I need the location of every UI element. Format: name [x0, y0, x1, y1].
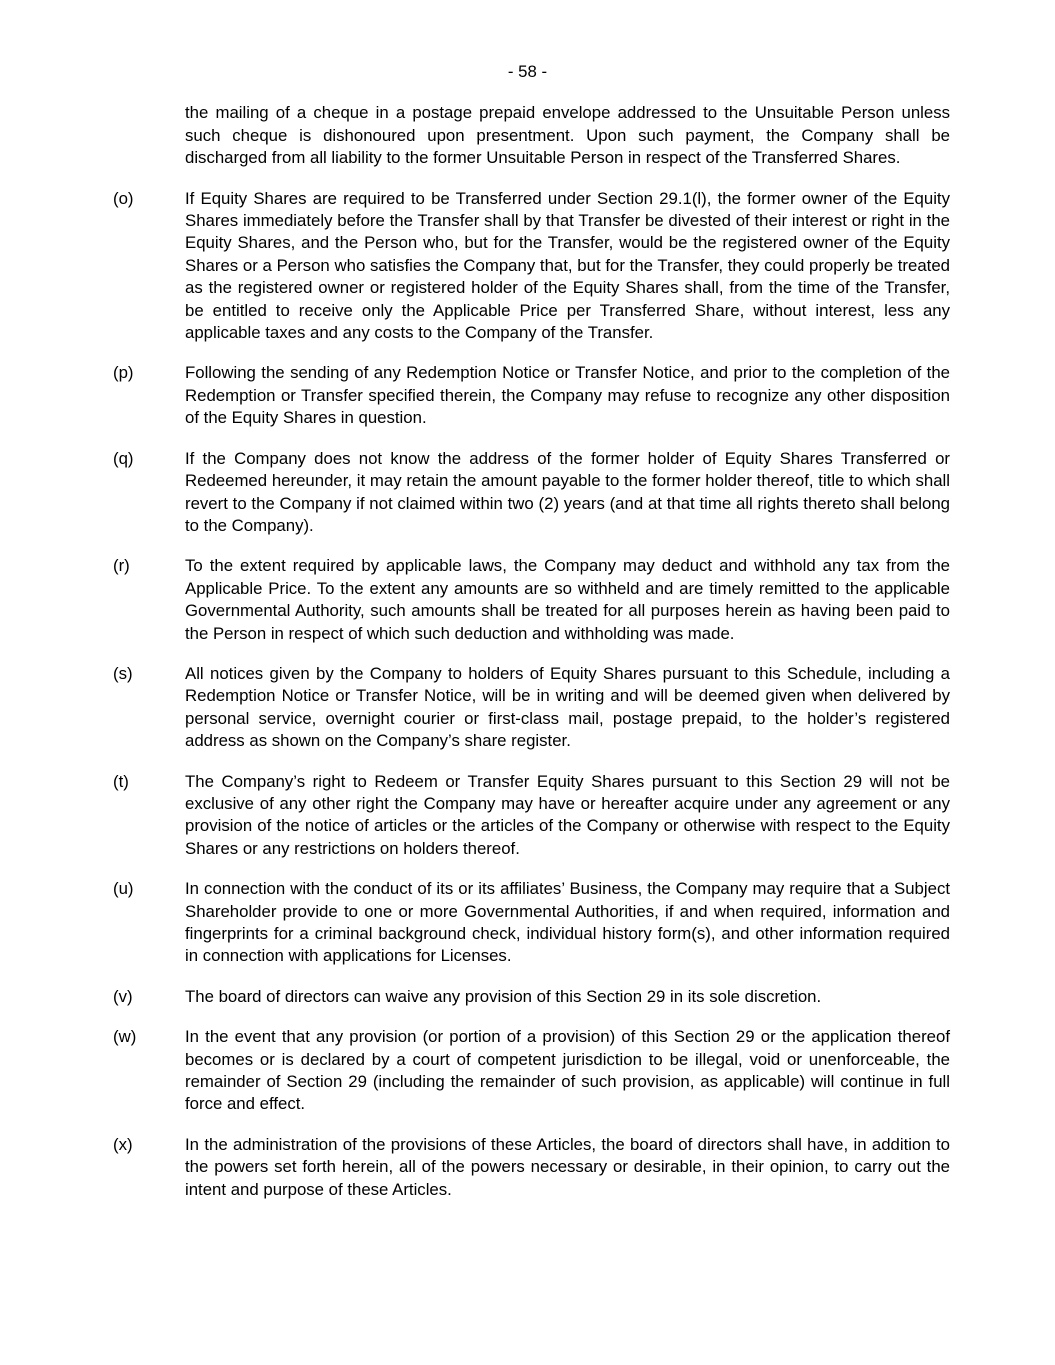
item-text: If the Company does not know the address of the former holder of Equity Shares Transferred or Redeemed hereunder, it may retain the amount payable to the former holder thereof, title to which shall revert to the Company if not claimed within two (2) years (and at that time all rights thereto shall belong to the Company). [185, 448, 950, 535]
list-item [113, 878, 950, 968]
item-text: The Company’s right to Redeem or Transfer Equity Shares pursuant to this Section 29 will not be exclusive of any other right the Company may have or hereafter acquire under any agreement or any provision of the notice of articles or the articles of the Company or otherwise with respect to the Equity Shares or any restrictions on holders thereof. [185, 771, 950, 858]
list-item [113, 1134, 950, 1201]
page-number: - 58 - [507, 62, 548, 81]
item-text: The board of directors can waive any provision of this Section 29 in its sole discretion. [185, 986, 822, 1006]
item-label: (s) [113, 663, 133, 683]
continuation-paragraph: the mailing of a cheque in a postage prepaid envelope addressed to the Unsuitable Person unless such cheque is dishonoured upon presentment. Upon such payment, the Company shall be discharged from all liability to the former Unsuitable Person in respect of the Transferred Shares. [185, 103, 950, 168]
item-text: In connection with the conduct of its or its affiliates’ Business, the Company may require that a Subject Shareholder provide to one or more Governmental Authorities, if and when required, information and fingerprints for a criminal background check, individual history form(s), and other information required in connection with applications for Licenses. [185, 879, 950, 966]
list-item [113, 188, 950, 345]
list-item [113, 448, 950, 538]
item-label: (u) [113, 879, 134, 899]
list-item [113, 555, 950, 645]
item-text: In the administration of the provisions of these Articles, the board of directors shall have, in addition to the powers set forth herein, all of the powers necessary or desirable, in their opinion, to carry out the intent and purpose of these Articles. [185, 1134, 950, 1199]
item-label: (v) [113, 986, 133, 1006]
item-label: (t) [113, 771, 129, 791]
item-text: To the extent required by applicable laws, the Company may deduct and withhold any tax from the Applicable Price. To the extent any amounts are so withheld and are timely remitted to the applicable Governmental Authority, such amounts shall be treated for all purposes herein as having been paid to the Person in respect of which such deduction and withholding was made. [185, 556, 950, 643]
list-item [113, 1026, 950, 1116]
item-label: (o) [113, 188, 134, 208]
item-text: All notices given by the Company to holders of Equity Shares pursuant to this Schedule, including a Redemption Notice or Transfer Notice, will be in writing and will be deemed given when delivered by personal service, overnight courier or first-class mail, postage prepaid, to the holder’s registered address as shown on the Company’s share register. [185, 663, 950, 751]
list-item [113, 771, 950, 861]
item-label: (p) [113, 363, 134, 383]
item-label: (r) [113, 556, 130, 576]
list-item [113, 362, 950, 429]
item-label: (q) [113, 448, 134, 468]
item-text: If Equity Shares are required to be Transferred under Section 29.1(l), the former owner of the Equity Shares immediately before the Transfer shall by that Transfer be divested of their interest or right in the Equity Shares, and the Person who, but for the Transfer, would be the registered owner of the Equity Shares or a Person who satisfies the Company that, but for the Transfer, they could properly be treated as the registered owner or registered holder of the Equity Shares shall, from the time of the Transfer, be entitled to receive only the Applicable Price per Transferred Share, without interest, less any applicable taxes and any costs to the Company of the Transfer. [185, 188, 950, 343]
item-label: (w) [113, 1027, 137, 1047]
item-label: (x) [113, 1134, 133, 1154]
item-text: Following the sending of any Redemption Notice or Transfer Notice, and prior to the completion of the Redemption or Transfer specified therein, the Company may refuse to recognize any other disposition of the Equity Shares in question. [185, 363, 950, 428]
list-item [113, 663, 950, 753]
item-text: In the event that any provision (or portion of a provision) of this Section 29 or the application thereof becomes or is declared by a court of competent jurisdiction to be illegal, void or unenforceable, the remainder of Section 29 (including the remainder of such provision, as applicable) will continue in full force and effect. [185, 1027, 950, 1114]
list-item [113, 986, 950, 1008]
